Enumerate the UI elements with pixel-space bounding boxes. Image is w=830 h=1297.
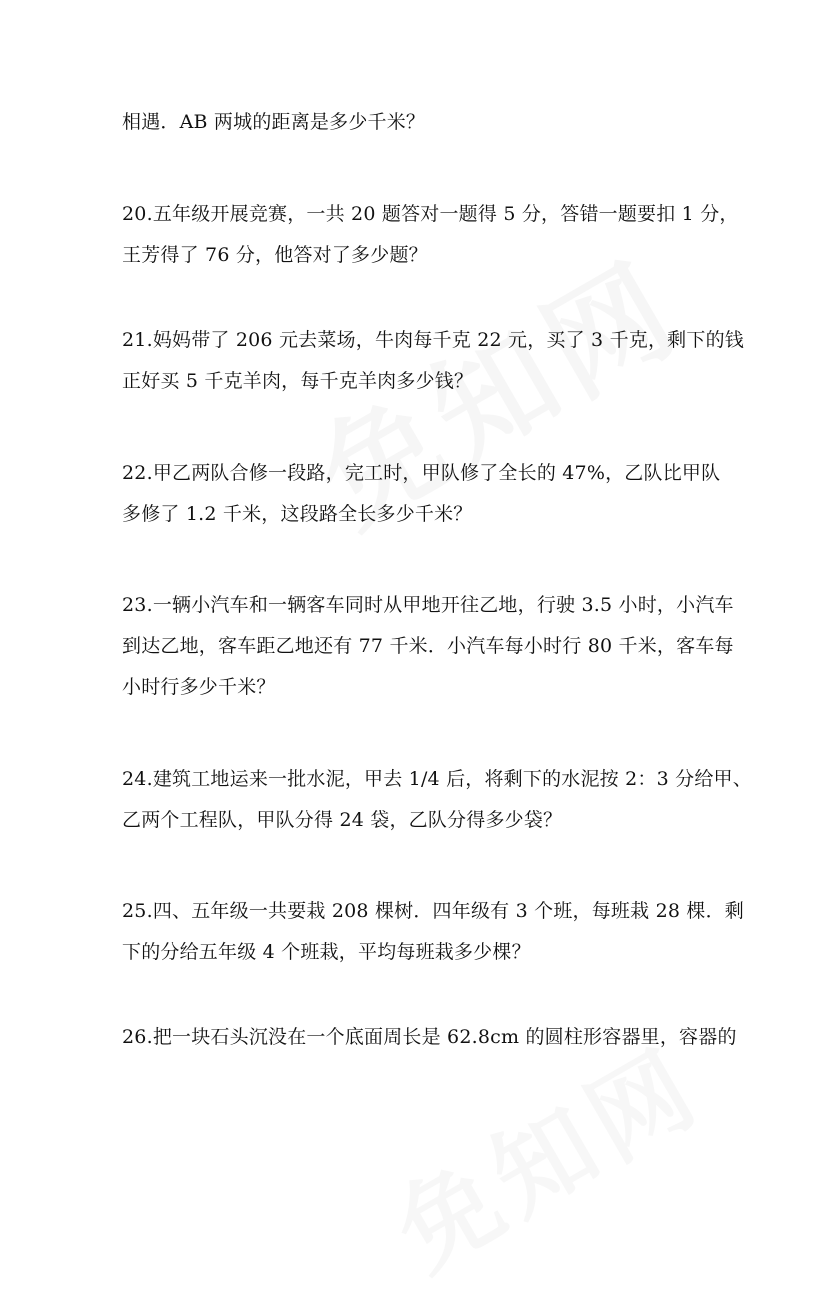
text-line-q25-1: 25.四、五年级一共要栽 208 棵树．四年级有 3 个班，每班栽 28 棵．剩	[122, 900, 744, 922]
text-line-q23-1: 23.一辆小汽车和一辆客车同时从甲地开往乙地，行驶 3.5 小时，小汽车	[122, 594, 734, 616]
text-line-q23-3: 小时行多少千米？	[122, 676, 276, 698]
text-line-q21-1: 21.妈妈带了 206 元去菜场，牛肉每千克 22 元，买了 3 千克，剩下的钱	[122, 329, 744, 351]
text-line-q19-end: 相遇．AB 两城的距离是多少千米？	[122, 111, 426, 133]
text-line-q25-2: 下的分给五年级 4 个班栽，平均每班栽多少棵？	[122, 941, 531, 963]
text-line-q24-2: 乙两个工程队，甲队分得 24 袋，乙队分得多少袋？	[122, 809, 563, 831]
watermark-bottom	[366, 1007, 724, 1297]
text-line-q26-1: 26.把一块石头沉没在一个底面周长是 62.8cm 的圆柱形容器里，容器的	[122, 1026, 737, 1048]
text-line-q21-2: 正好买 5 千克羊肉，每千克羊肉多少钱？	[122, 370, 474, 392]
text-line-q22-2: 多修了 1.2 千米，这段路全长多少千米？	[122, 503, 473, 525]
text-line-q22-1: 22.甲乙两队合修一段路，完工时，甲队修了全长的 47%，乙队比甲队	[122, 462, 721, 484]
text-line-q24-1: 24.建筑工地运来一批水泥，甲去 1/4 后，将剩下的水泥按 2：3 分给甲、	[122, 768, 752, 790]
text-line-q20-1: 20.五年级开展竞赛，一共 20 题答对一题得 5 分，答错一题要扣 1 分，	[122, 203, 739, 225]
text-line-q23-2: 到达乙地，客车距乙地还有 77 千米．小汽车每小时行 80 千米，客车每	[122, 635, 734, 657]
text-line-q20-2: 王芳得了 76 分，他答对了多少题？	[122, 244, 428, 266]
